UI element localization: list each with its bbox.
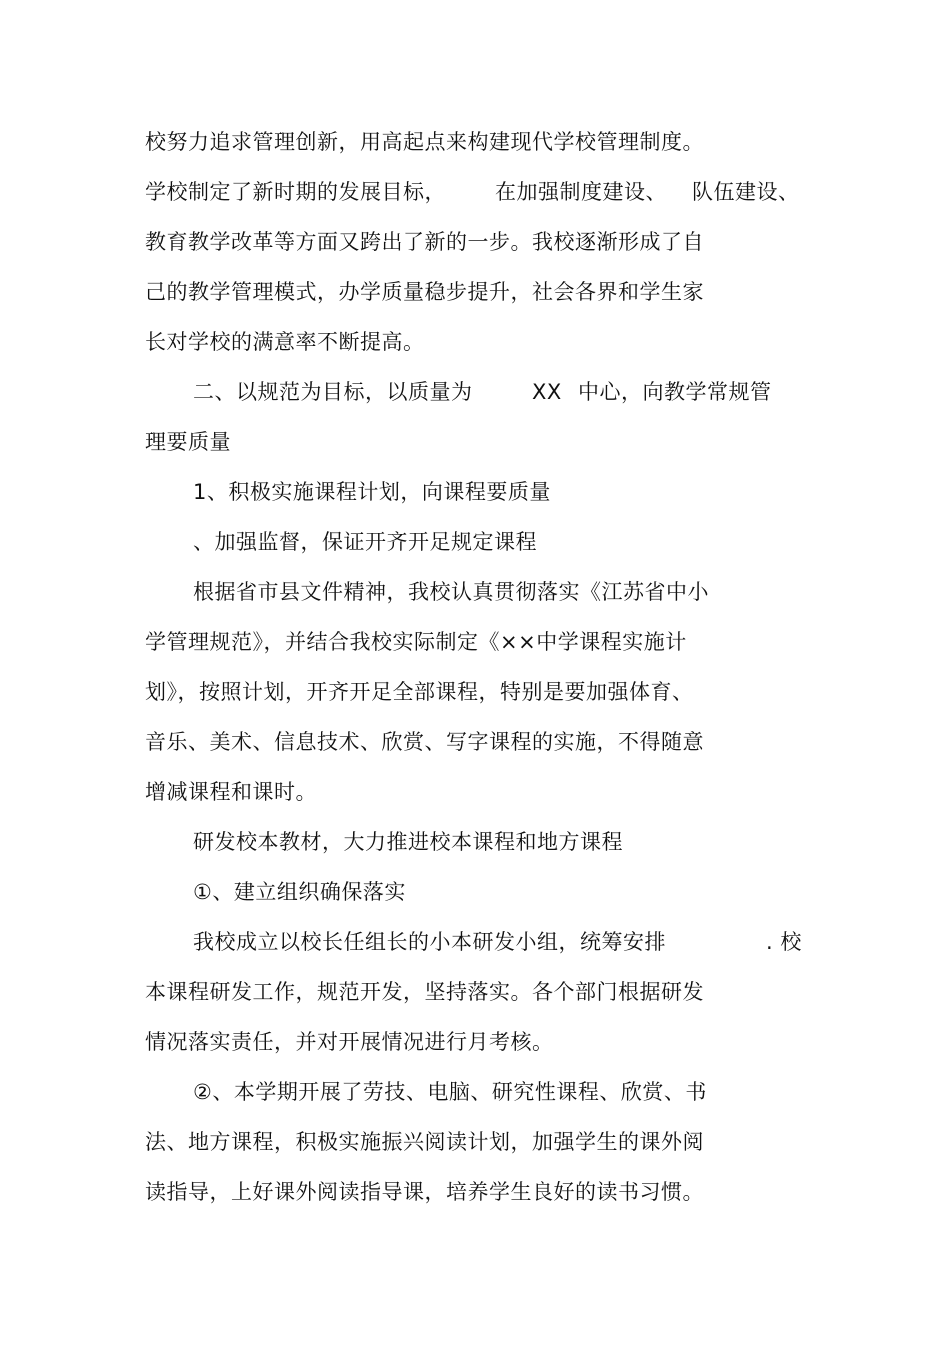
body-text-line: 学校制定了新时期的发展目标， <box>145 180 446 204</box>
body-text-line: 校努力追求管理创新，用高起点来构建现代学校管理制度。 <box>145 130 704 154</box>
section-heading-continued: 中心，向教学常规管 <box>578 380 772 404</box>
body-text-line: 长对学校的满意率不断提高。 <box>145 330 425 354</box>
body-text-line: 划》，按照计划，开齐开足全部课程，特别是要加强体育、 <box>145 680 694 704</box>
body-text-line: 根据省市县文件精神，我校认真贯彻落实《江苏省中小 <box>193 580 709 604</box>
body-text-line: 音乐、美术、信息技术、欣赏、写字课程的实施，不得随意 <box>145 730 704 754</box>
body-text-line: 己的教学管理模式，办学质量稳步提升，社会各界和学生家 <box>145 280 704 304</box>
section-heading: 二、以规范为目标，以质量为 <box>193 380 473 404</box>
subsection-heading: ①、建立组织确保落实 <box>193 880 406 904</box>
body-text-segment: 在加强制度建设、 <box>495 180 667 204</box>
body-text-line: 我校成立以校长任组长的小本研发小组，统筹安排 <box>193 930 666 954</box>
body-text-line: 增减课程和课时。 <box>145 780 317 804</box>
subsection-heading: 研发校本教材，大力推进校本课程和地方课程 <box>193 830 623 854</box>
body-text-line: ②、本学期开展了劳技、电脑、研究性课程、欣赏、书 <box>193 1080 707 1104</box>
body-text-line: 情况落实责任，并对开展情况进行月考核。 <box>145 1030 554 1054</box>
body-text-line: 教育教学改革等方面又跨出了新的一步。我校逐渐形成了自 <box>145 230 704 254</box>
body-text-line: 学管理规范》，并结合我校实际制定《××中学课程实施计 <box>145 630 687 654</box>
subsection-heading: 、加强监督，保证开齐开足规定课程 <box>193 530 537 554</box>
body-text-segment: 队伍建设、 <box>692 180 800 204</box>
body-text-line: 读指导，上好课外阅读指导课，培养学生良好的读书习惯。 <box>145 1180 704 1204</box>
body-text-line: 法、地方课程，积极实施振兴阅读计划，加强学生的课外阅 <box>145 1130 704 1154</box>
body-text-segment: . 校 <box>766 930 802 954</box>
placeholder-text: XX <box>532 380 562 404</box>
section-heading-line: 理要质量 <box>145 430 231 454</box>
body-text-line: 本课程研发工作，规范开发，坚持落实。各个部门根据研发 <box>145 980 704 1004</box>
subsection-heading: 1、积极实施课程计划，向课程要质量 <box>193 480 551 504</box>
